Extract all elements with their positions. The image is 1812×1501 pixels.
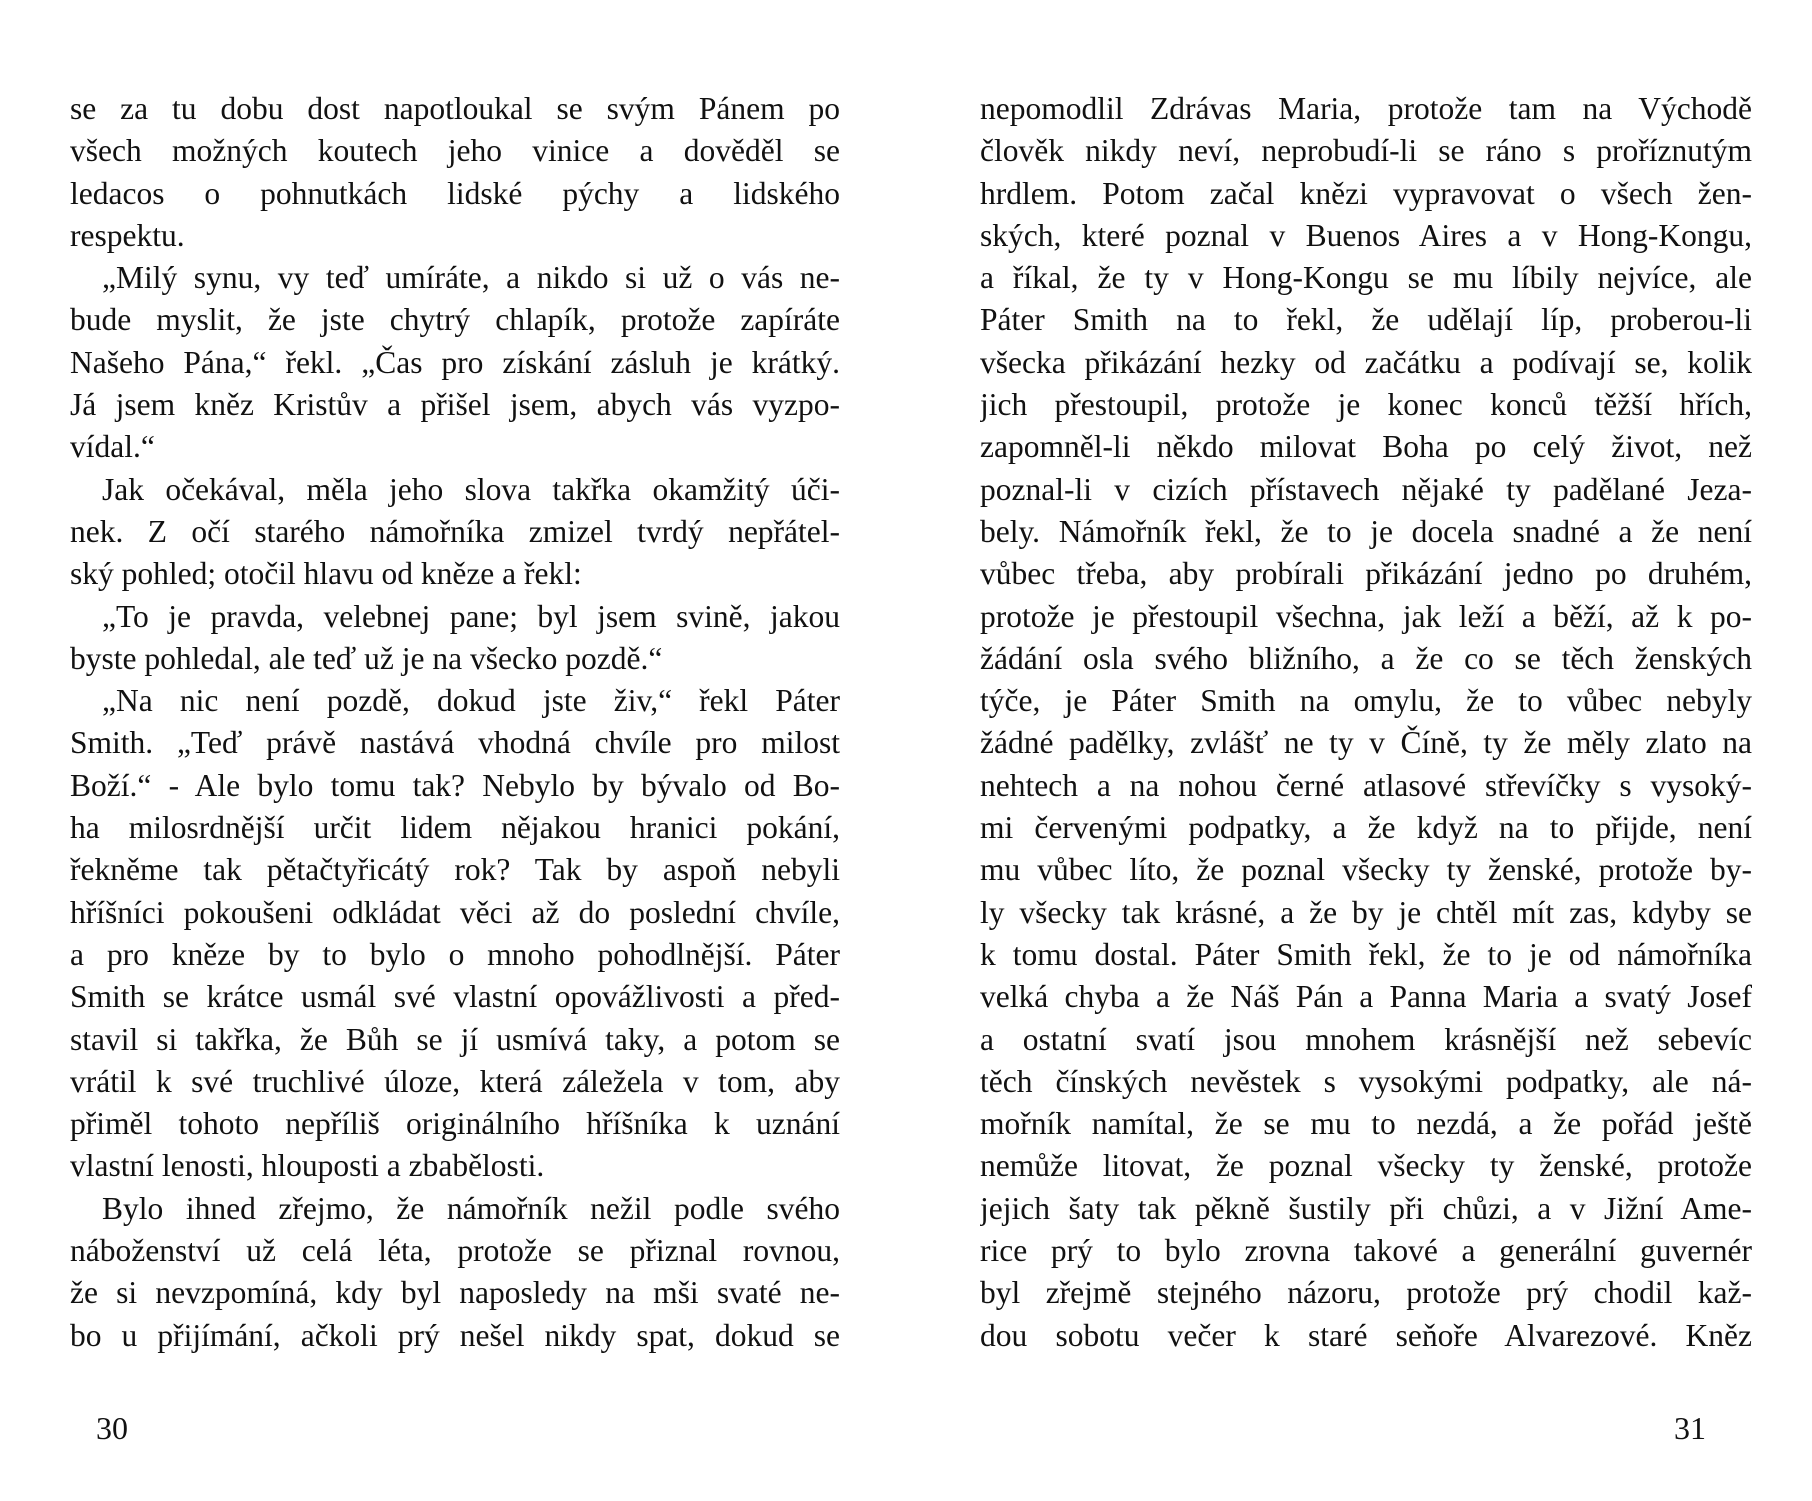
text-line: „To je pravda, velebnej pane; byl jsem svině, jakou: [102, 598, 840, 634]
text-line: všech možných koutech jeho vinice a dověděl se: [70, 133, 840, 169]
left-page-text: [70, 88, 840, 1357]
text-line: ledacos o pohnutkách lidské pýchy a lidského: [70, 175, 840, 211]
text-line: a ostatní svatí jsou mnohem krásnější než sebevíc: [980, 1021, 1752, 1057]
text-line: že si nevzpomíná, kdy byl naposledy na mši svaté ne-: [70, 1275, 840, 1311]
text-line: vlastní lenosti, hlouposti a zbabělosti.: [70, 1148, 545, 1184]
text-line: ha milosrdnější určit lidem nějakou hranici pokání,: [70, 810, 840, 846]
text-line: stavil si takřka, že Bůh se jí usmívá taky, a potom se: [70, 1021, 840, 1057]
text-line: hříšníci pokoušeni odkládat věci až do poslední chvíle,: [70, 894, 840, 930]
text-line: Boží.“ - Ale bylo tomu tak? Nebylo by bývalo od Bo-: [70, 767, 840, 803]
text-line: bely. Námořník řekl, že to je docela snadné a že není: [980, 513, 1752, 549]
text-line: Smith se krátce usmál své vlastní opovážlivosti a před-: [70, 979, 840, 1015]
page-number-right: 31: [1674, 1410, 1706, 1446]
text-line: hrdlem. Potom začal knězi vypravovat o všech žen-: [980, 175, 1752, 211]
text-line: ský pohled; otočil hlavu od kněze a řekl:: [70, 556, 582, 592]
right-page-text: [980, 88, 1752, 1357]
text-line: Já jsem kněz Kristův a přišel jsem, abych vás vyzpo-: [70, 387, 840, 423]
page-number-left: 30: [96, 1410, 128, 1446]
text-line: velká chyba a že Náš Pán a Panna Maria a svatý Josef: [980, 979, 1752, 1015]
text-line: nemůže litovat, že poznal všecky ty ženské, protože: [980, 1148, 1752, 1184]
text-line: řekněme tak pětačtyřicátý rok? Tak by aspoň nebyli: [70, 852, 840, 888]
text-line: jejich šaty tak pěkně šustily při chůzi, a v Jižní Ame-: [980, 1190, 1752, 1226]
text-line: a říkal, že ty v Hong-Kongu se mu líbily nejvíce, ale: [980, 260, 1752, 296]
text-line: člověk nikdy neví, neprobudí-li se ráno s proříznutým: [980, 133, 1752, 169]
text-line: „Na nic není pozdě, dokud jste živ,“ řekl Páter: [102, 683, 840, 719]
text-line: rice prý to bylo zrovna takové a generální guvernér: [980, 1233, 1752, 1269]
text-line: ly všecky tak krásné, a že by je chtěl mít zas, kdyby se: [980, 894, 1752, 930]
text-line: náboženství už celá léta, protože se přiznal rovnou,: [70, 1233, 840, 1269]
text-line: Bylo ihned zřejmo, že námořník nežil podle svého: [102, 1190, 840, 1226]
text-line: přiměl tohoto nepříliš originálního hříšníka k uznání: [70, 1106, 840, 1142]
text-line: dou sobotu večer k staré seňoře Alvarezové. Kněz: [980, 1317, 1752, 1353]
text-line: mi červenými podpatky, a že když na to přijde, není: [980, 810, 1752, 846]
text-line: vrátil k své truchlivé úloze, která záležela v tom, aby: [70, 1063, 840, 1099]
text-line: mu vůbec líto, že poznal všecky ty ženské, protože by-: [980, 852, 1752, 888]
text-line: k tomu dostal. Páter Smith řekl, že to je od námořníka: [980, 936, 1752, 972]
text-line: nek. Z očí starého námořníka zmizel tvrdý nepřátel-: [70, 513, 840, 549]
text-line: nepomodlil Zdrávas Maria, protože tam na Východě: [980, 91, 1752, 126]
text-line: vídal.“: [70, 429, 155, 465]
text-line: žádné padělky, zvlášť ne ty v Číně, ty že měly zlato na: [980, 725, 1752, 761]
text-line: bude myslit, že jste chytrý chlapík, protože zapíráte: [70, 302, 840, 338]
text-line: ských, které poznal v Buenos Aires a v Hong-Kongu,: [980, 217, 1752, 253]
text-line: „Milý synu, vy teď umíráte, a nikdo si už o vás ne-: [102, 260, 840, 296]
text-line: respektu.: [70, 217, 185, 253]
text-line: žádání osla svého bližního, a že co se těch ženských: [980, 640, 1752, 676]
text-line: byste pohledal, ale teď už je na všecko pozdě.“: [70, 640, 663, 676]
text-line: vůbec třeba, aby probírali přikázání jedno po druhém,: [980, 556, 1752, 592]
text-line: mořník namítal, že se mu to nezdá, a že pořád ještě: [980, 1106, 1752, 1142]
text-line: se za tu dobu dost napotloukal se svým Pánem po: [70, 91, 840, 126]
text-line: byl zřejmě stejného názoru, protože prý chodil kaž-: [980, 1275, 1752, 1311]
text-line: nehtech a na nohou černé atlasové střevíčky s vysoký-: [980, 767, 1752, 803]
text-line: Jak očekával, měla jeho slova takřka okamžitý úči-: [102, 471, 840, 507]
text-line: a pro kněze by to bylo o mnoho pohodlnější. Páter: [70, 936, 840, 972]
text-line: Páter Smith na to řekl, že udělají líp, proberou-li: [980, 302, 1752, 338]
text-line: těch čínských nevěstek s vysokými podpatky, ale ná-: [980, 1063, 1752, 1099]
text-line: Našeho Pána,“ řekl. „Čas pro získání zásluh je krátký.: [70, 344, 840, 380]
text-line: zapomněl-li někdo milovat Boha po celý život, než: [980, 429, 1752, 465]
text-line: poznal-li v cizích přístavech nějaké ty padělané Jeza-: [980, 471, 1752, 507]
text-line: protože je přestoupil všechna, jak leží a běží, až k po-: [980, 598, 1752, 634]
text-line: Smith. „Teď právě nastává vhodná chvíle pro milost: [70, 725, 840, 761]
text-line: bo u přijímání, ačkoli prý nešel nikdy spat, dokud se: [70, 1317, 840, 1353]
text-line: týče, je Páter Smith na omylu, že to vůbec nebyly: [980, 683, 1752, 719]
text-line: všecka přikázání hezky od začátku a podívají se, kolik: [980, 344, 1752, 380]
text-line: jich přestoupil, protože je konec konců těžší hřích,: [980, 387, 1752, 423]
